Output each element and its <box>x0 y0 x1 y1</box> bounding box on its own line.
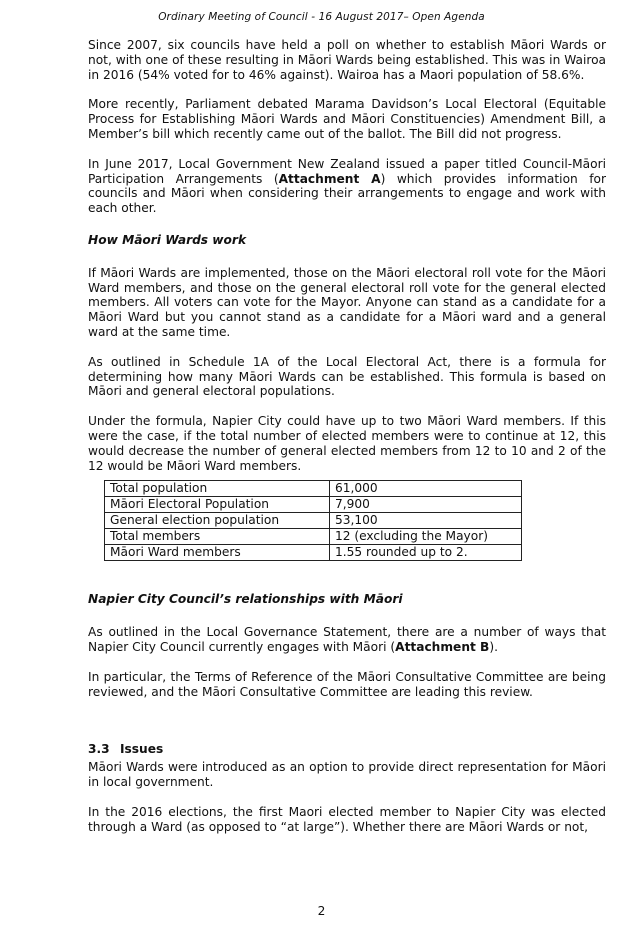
paragraph-text: In June 2017, Local Government New Zealand issued a paper titled Council-Māori Participation Arrangements ( <box>88 156 606 186</box>
paragraph-lgnz-paper <box>88 157 606 216</box>
paragraph-text: ). <box>489 639 498 654</box>
table-row <box>105 497 522 513</box>
paragraph-terms-of-reference: In particular, the Terms of Reference of the Māori Consultative Committee are being reviewed, and the Māori Consultative Committee are leading this review. <box>88 669 606 699</box>
table-cell-value: 53,100 <box>330 513 522 529</box>
table-cell-label: Māori Ward members <box>105 545 330 561</box>
table-cell-label: Total members <box>105 529 330 545</box>
page-number: 2 <box>317 904 326 918</box>
page-body <box>88 38 606 834</box>
section-number: 3.3 <box>88 742 110 757</box>
paragraph-text: As outlined in the Local Governance Statement, there are a number of ways that Napier City Council currently engages with Māori ( <box>88 625 606 654</box>
table-cell-value: 61,000 <box>330 481 522 497</box>
table-row <box>105 529 522 545</box>
population-table <box>104 480 522 561</box>
table-row <box>105 545 522 561</box>
table-cell-label: Māori Electoral Population <box>105 497 330 513</box>
heading-how-maori-wards-work: How Māori Wards work <box>88 232 247 247</box>
paragraph-governance-statement <box>88 625 606 655</box>
table-row <box>105 481 522 497</box>
paragraph-poll-history: Since 2007, six councils have held a poll on whether to establish Māori Wards or not, with one of these resulting in Māori Wards being established. This was in Wairoa in 2016 (54% voted for to 46% against). Wairoa has a Maori population of 58.6%. <box>88 38 606 82</box>
table-cell-label: Total population <box>105 481 330 497</box>
table-cell-value: 7,900 <box>330 497 522 513</box>
table-row <box>105 513 522 529</box>
attachment-a-reference: Attachment A <box>278 171 381 186</box>
page-header: Ordinary Meeting of Council - 16 August 2017– Open Agenda <box>158 11 485 23</box>
section-heading-issues <box>88 742 606 757</box>
table-cell-value: 12 (excluding the Mayor) <box>330 529 522 545</box>
table-cell-label: General election population <box>105 513 330 529</box>
heading-council-relationships: Napier City Council’s relationships with Māori <box>88 592 403 607</box>
paragraph-text: ) which provides information for councils and Māori when considering their arrangements to engage and work with each other. <box>88 171 606 216</box>
paragraph-2016-elections: In the 2016 elections, the first Maori elected member to Napier City was elected through a Ward (as opposed to “at large”). Whether there are Māori Wards or not, <box>88 804 606 834</box>
paragraph-napier-formula: Under the formula, Napier City could have up to two Māori Ward members. If this were the case, if the total number of elected members were to continue at 12, this would decrease the number of general elected members from 12 to 10 and 2 of the 12 would be Māori Ward members. <box>88 414 606 473</box>
table-cell-value: 1.55 rounded up to 2. <box>330 545 522 561</box>
paragraph-voting-rules: If Māori Wards are implemented, those on the Māori electoral roll vote for the Māori Ward members, and those on the general electoral roll vote for the general elected members. All voters can vote for the Mayor. Anyone can stand as a candidate for a Māori Ward but you cannot stand as a candidate for a Māori ward and a general ward at the same time. <box>88 265 606 339</box>
paragraph-amendment-bill: More recently, Parliament debated Marama Davidson’s Local Electoral (Equitable Process for Establishing Māori Wards and Māori Constituencies) Amendment Bill, a Member’s bill which recently came out of the ballot. The Bill did not progress. <box>88 97 606 141</box>
paragraph-schedule-formula: As outlined in Schedule 1A of the Local Electoral Act, there is a formula for determining how many Māori Wards can be established. This formula is based on Māori and general electoral populations. <box>88 354 606 399</box>
section-title: Issues <box>120 742 164 757</box>
paragraph-wards-introduced: Māori Wards were introduced as an option to provide direct representation for Māori in local government. <box>88 760 606 789</box>
attachment-b-reference: Attachment B <box>395 639 490 654</box>
